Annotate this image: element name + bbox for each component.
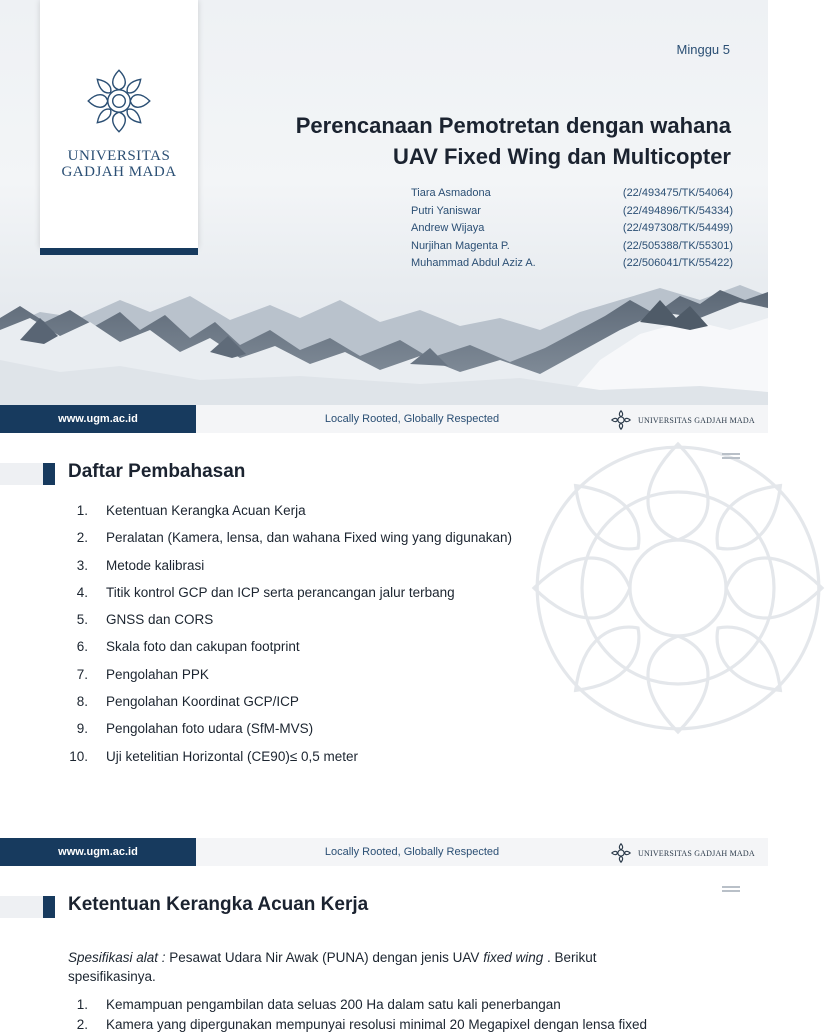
tagline: Locally Rooted, Globally Respected: [324, 413, 500, 425]
spec-paragraph: Spesifikasi alat : Pesawat Udara Nir Awak (PUNA) dengan jenis UAV fixed wing . Berikut spesifikasinya.: [68, 950, 597, 984]
member-row: Andrew Wijaya (22/497308/TK/54499): [411, 222, 733, 234]
university-name: UNIVERSITAS GADJAH MADA: [61, 148, 177, 180]
list-item: 2. Kamera yang dipergunakan mempunyai resolusi minimal 20 Megapixel dengan lensa fixed: [76, 1017, 648, 1032]
requirements-slide: Ketentuan Kerangka Acuan Kerja Spesifikasi alat : Pesawat Udara Nir Awak (PUNA) dengan jenis UAV fixed wing . Berikut spesifikasinya. 1. Kemampuan pengambilan data seluas 200 Ha dalam satu kali penerbangan 2. Kamera yang dipergunakan mempunyai resolusi minimal 20 Megapixel dengan lensa fixed: [0, 866, 768, 1024]
university-logo-card: [40, 0, 198, 248]
member-row: Tiara Asmadona (22/493475/TK/54064): [411, 187, 733, 199]
list-item: 4. Titik kontrol GCP dan ICP serta perancangan jalur terbang: [76, 584, 455, 600]
member-row: Putri Yaniswar (22/494896/TK/54334): [411, 204, 733, 217]
website-link[interactable]: www.ugm.ac.id: [0, 405, 196, 433]
agenda-list: [66, 503, 512, 776]
list-item: 5. GNSS dan CORS: [76, 612, 214, 628]
list-item: 10. Uji ketelitian Horizontal (CE90)≤ 0,5 meter: [69, 748, 359, 764]
list-item: 2. Peralatan (Kamera, lensa, dan wahana Fixed wing yang digunakan): [76, 530, 513, 546]
week-label: Minggu 5: [676, 42, 730, 57]
ugm-seal-small-icon: [610, 842, 632, 864]
list-item: 7. Pengolahan PPK: [76, 666, 209, 682]
heading-marker: [0, 896, 55, 918]
agenda-slide: Daftar Pembahasan 1. Ketentuan Kerangka Acuan Kerja 2. Peralatan (Kamera, lensa, dan wahana Fixed wing yang digunakan) 3. Metode kalibrasi 4. Titik kontrol GCP dan ICP serta perancangan jalur terbang 5. GNSS dan CORS 6. Skala foto dan cakupan footprint 7. Pengolahan PPK 8. Pengolahan Koordinat GCP/ICP 9. Pengolahan foto udara (SfM-MVS) 10. Uji ketelitian Horizontal (CE90)≤ 0,5 meter: [0, 433, 768, 837]
slide-footer: [0, 838, 768, 866]
footer-brand: UNIVERSITAS GADJAH MADA: [610, 842, 755, 864]
list-item: 9. Pengolahan foto udara (SfM-MVS): [76, 721, 314, 737]
member-row: Nurjihan Magenta P. (22/505388/TK/55301): [411, 239, 733, 252]
logo-card-accent-bar: [40, 248, 198, 255]
heading-marker: [0, 463, 55, 485]
title-slide: [0, 0, 768, 406]
ugm-seal-watermark-icon: [518, 423, 838, 753]
member-row: Muhammad Abdul Aziz A. (22/506041/TK/55422): [411, 257, 733, 269]
list-item: 8. Pengolahan Koordinat GCP/ICP: [76, 694, 299, 710]
menu-lines-icon: [722, 453, 740, 461]
ugm-seal-icon: [84, 66, 154, 136]
spec-list: [66, 995, 647, 1035]
footer-brand: UNIVERSITAS GADJAH MADA: [610, 409, 755, 431]
presentation-title: Perencanaan Pemotretan dengan wahana UAV Fixed Wing dan Multicopter: [295, 113, 731, 169]
member-list: [411, 185, 733, 273]
menu-lines-icon: [722, 886, 740, 894]
list-item: 6. Skala foto dan cakupan footprint: [76, 639, 300, 655]
tagline: Locally Rooted, Globally Respected: [324, 846, 500, 858]
list-item: 3. Metode kalibrasi: [76, 557, 205, 573]
list-item: 1. Kemampuan pengambilan data seluas 200 Ha dalam satu kali penerbangan: [76, 997, 561, 1012]
list-item: 1. Ketentuan Kerangka Acuan Kerja: [76, 503, 306, 518]
website-link[interactable]: www.ugm.ac.id: [0, 838, 196, 866]
